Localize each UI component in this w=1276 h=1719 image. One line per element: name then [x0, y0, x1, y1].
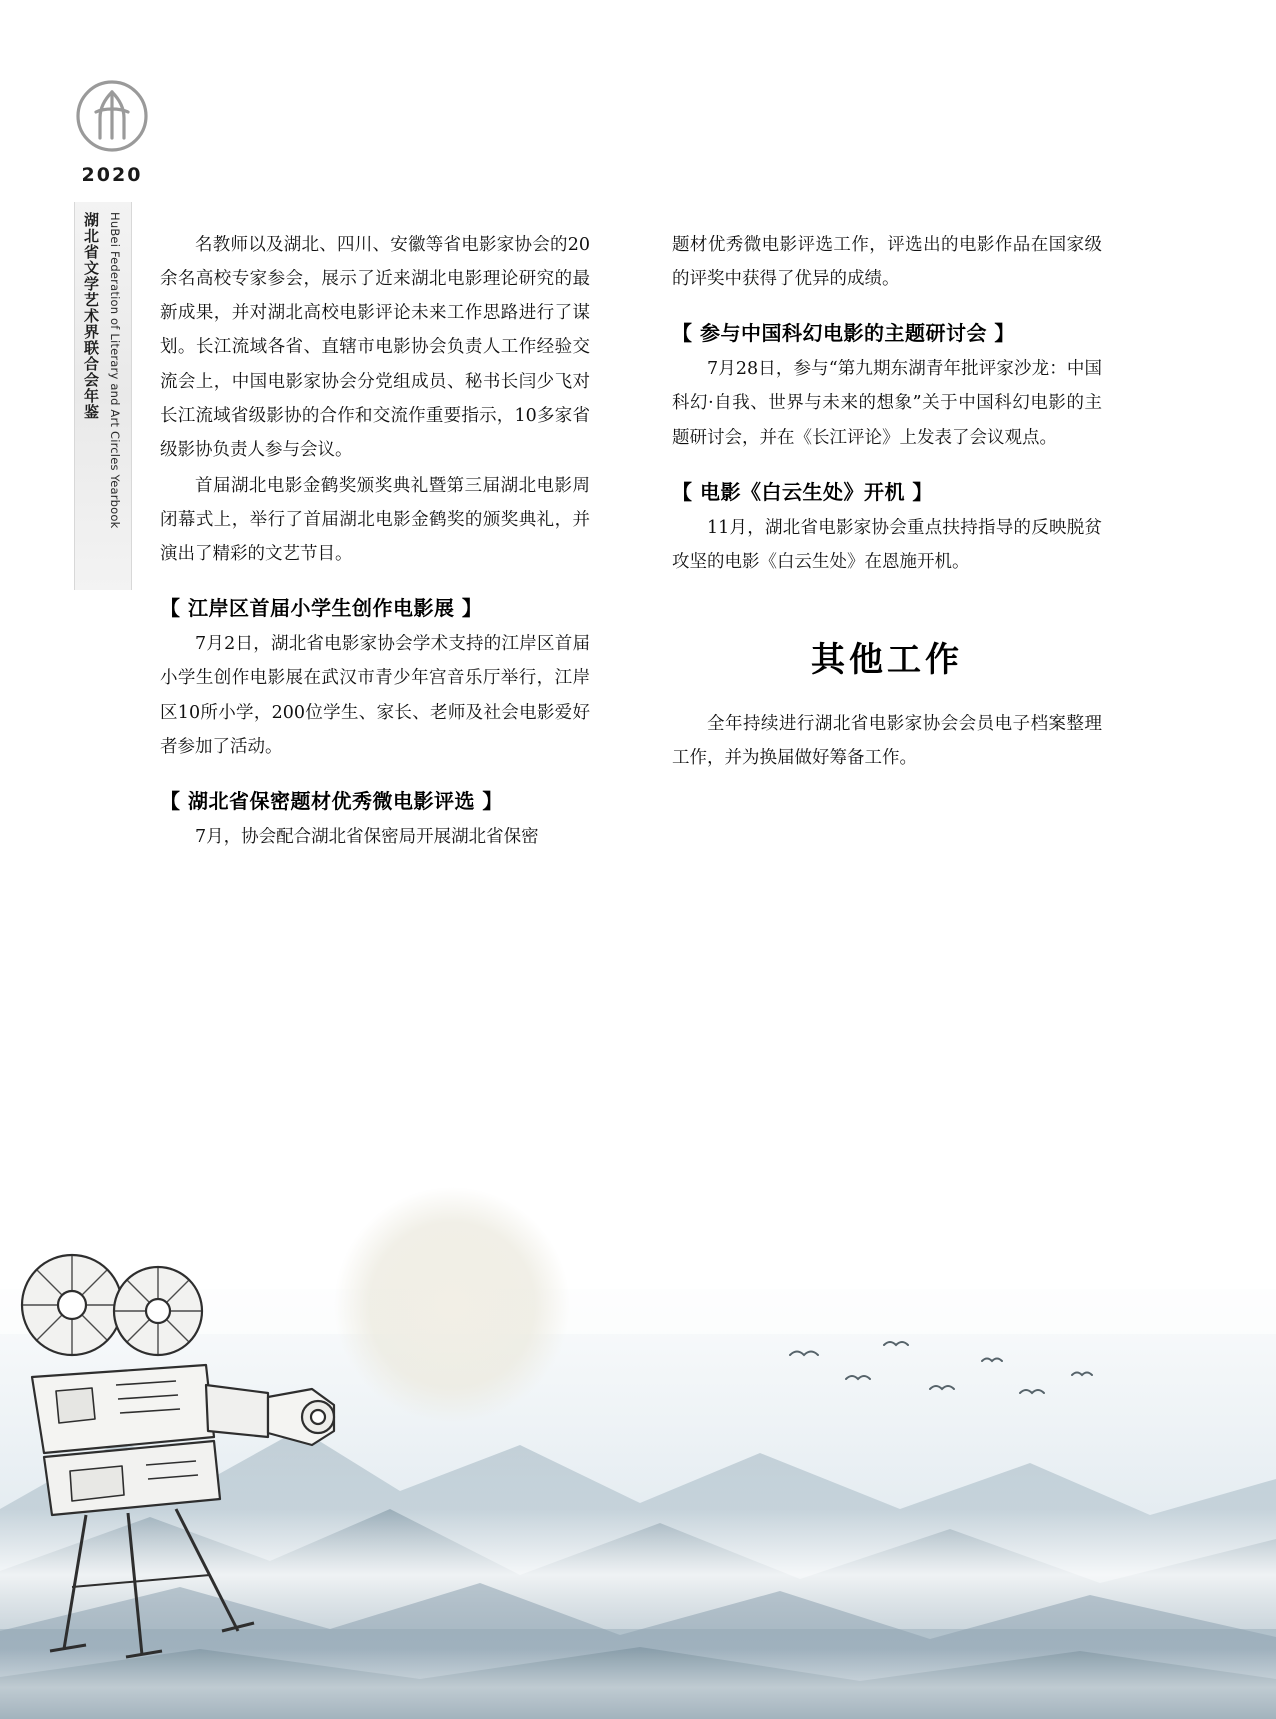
major-section-title: 其他工作 [811, 639, 963, 680]
federation-emblem-icon [74, 78, 150, 154]
paragraph: 7月，协会配合湖北省保密局开展湖北省保密 [195, 826, 539, 847]
year-label: 2020 [81, 164, 143, 186]
sun-disc [334, 1187, 570, 1423]
paragraph: 首届湖北电影金鹤奖颁奖典礼暨第三届湖北电影周闭幕式上，举行了首届湖北电影金鹤奖的颁奖典礼，并演出了精彩的文艺节目。 [160, 475, 590, 565]
paragraph: 名教师以及湖北、四川、安徽等省电影家协会的20余名高校专家参会，展示了近来湖北电影理论研究的最新成果，并对湖北高校电影评论未来工作思路进行了谋划。长江流域各省、直辖市电影协会负责人工作经验交流会上，中国电影家协会分党组成员、秘书长闫少飞对长江流域省级影协的合作和交流作重要指示，10多家省级影协负责人参与会议。 [160, 235, 590, 460]
section-heading: 【 江岸区首届小学生创作电影展 】 [160, 596, 483, 621]
sidebar-banner [60, 78, 170, 598]
paragraph: 7月28日，参与“第九期东湖青年批评家沙龙：中国科幻·自我、世界与未来的想象”关于中国科幻电影的主题研讨会，并在《长江评论》上发表了会议观点。 [672, 359, 1102, 448]
section-heading: 【 湖北省保密题材优秀微电影评选 】 [160, 788, 503, 813]
paragraph: 题材优秀微电影评选工作，评选出的电影作品在国家级的评奖中获得了优异的成绩。 [672, 235, 1102, 290]
film-projector-and-mountains-illustration [0, 1179, 1276, 1719]
paragraph: 全年持续进行湖北省电影家协会会员电子档案整理工作，并为换届做好筹备工作。 [672, 714, 1102, 769]
right-text-column [672, 228, 1102, 777]
section-heading: 【 电影《白云生处》开机 】 [672, 479, 933, 504]
section-heading: 【 参与中国科幻电影的主题研讨会 】 [672, 321, 1015, 346]
left-text-column [160, 228, 590, 856]
sidebar-title-en: HuBei Federation of Literary and Art Circles Yearbook [108, 212, 122, 529]
sidebar-title-cn: 湖北省文学艺术界联合会年鉴 [82, 212, 100, 420]
paragraph: 7月2日，湖北省电影家协会学术支持的江岸区首届小学生创作电影展在武汉市青少年宫音乐厅举行，江岸区10所小学，200位学生、家长、老师及社会电影爱好者参加了活动。 [160, 634, 590, 757]
paragraph: 11月，湖北省电影家协会重点扶持指导的反映脱贫攻坚的电影《白云生处》在恩施开机。 [672, 517, 1102, 572]
